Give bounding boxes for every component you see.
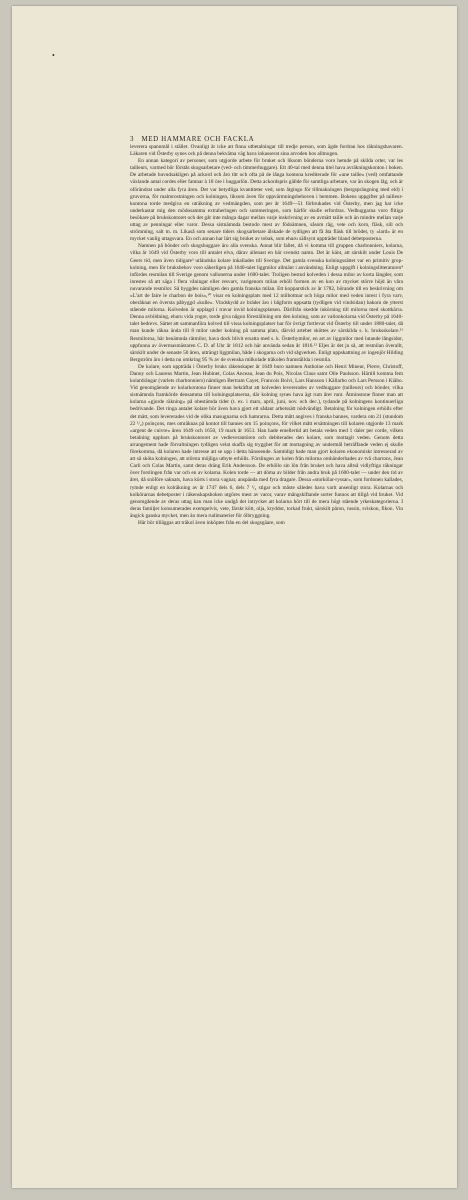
running-header	[130, 134, 403, 144]
body-paragraph: En annan kategori av personer, som utgjorde arbete för bruket och liksom bönderna voro hemde på skilda orter, var les tailleurs, varmed bör förstås skogsarbetare (ved- och timmerhuggare). Ett 40-tal med denna titel hava avräkningskonton i boken. De arbetade huvudsakligen på ackord och åro titt och ofta på de långa kontona krediterade för »une taille« (ved) omfattande växlande antal cordes eller famnar à 18 öre i huggarlön. Detta ackordspris gällde för samtliga arbetare, var än skogen låg, och är oförändrat under alla fyra åren. Det var betydliga kvantiteter ved, som åtgingo för tillmakningen (bergsprängning med eld) i gruvorna, för malmrostningen och kolningen, liksom även för uppvärmningsbehoven i hemmen. Bokens uppgifter på tailleur-kontona torde medgiva en uträkning av vedmängden, som per år 1649—51 förbrukades vid Österby, men jag har icke underkastat mig den mödosamma extraheringen och summeringen, som härför skulle erfordras. Vedhuggarna voro flitiga besökare på brukskontoret och det går inte många dagar mellan varje inskrivning av en avmätt taille och än mindre mellan varje uttag av penningar eller varor. Dessa sistnämnda bestodo mest av födoämnen, såsom råg, vete och korn, fläsk, sill och strömming, salt m. m. Likaså som senare tiders skogsarbetare älskade de tydligen att få åta fläsk till brödet, ty »lard« är en mycket vanlig uttagsvara. En och annan har lärt sig bruket av tobak, som ehuru sällsynt uppträder bland debetposterna.	[130, 158, 403, 243]
body-paragraph: leverera spannmål i stället. Ovanligt är icke att finna utbetalningar till tredje person, som ägde fordran hos räkningshavaren. Läkaren vid Österby synes ock på denna bekväma väg hava inkasserat sina arvoden hos allmogen.	[130, 144, 403, 158]
body-paragraph: De kolare, som uppträda i Österby bruks räkenskaper år 1649 buro namnen Anthoine och Henri Mineur, Pierre, Christoff, Danny och Laurens Martin, Jean Hubinet, Colas Anceau, Jean du Pois, Nicolas Claus samt Olle Paulsson. Härtill komma fem kolardrängar (varlets charbonniers) nämligen Bertram Cayet, Francois Boivi, Lars Hansson i Källarbo och Lars Persson i Kiäbo. Vid genomgående av kolarkontona finner man bekräftat att kolveden levererades av vedhuggare (tailleurs) och bönder, vilka sistnämnda framkörde densamma till kolningsplatserna, där kolning synes hava ägt rum året runt. Åtminstone finner man att kolarna »gjorde räkning« på obestämda tider (t. ex. i mars, april, juni, nov. och dec.), tydande på kolningens kontinuerliga bedrivande. Det ringa antalet kolare bör även hava gjort ett sådant arbetssätt nödvändigt. Betalning för kolningen erhölls efter det mätt, som levererades vid de olika masugnarna och hamrarna. Detta mått angives i franska bannes, vardera om 21 (stundom 22 ¹/₂) poinçons, mes omräknas på kontot till bannes om 15 poinçons, för vilket mått ersättningen till kolaren utgjorde 13 mark »argent de cuivre« åren 1649 och 1650, 19 mark år 1651. Han hade emellertid att betala veden med 1 daler per corde, vilken betalning uppbars på brukskontoret av vedleverantören och debiterades den kolare, som mottagit veden. Genom detta arrangement hade förvaltningen tydligen velat skaffa sig trygghet för att mottagning av undermål beträffande veden ej skulle förekomma, då kolaren hade intresse att se upp i detta hänseende. Samtidigt hade man gjort kolaren ekonomiskt intresserad av att så sköta kolningen, att största möjliga utbyte erhölls. Förslingen av kolen från milorna omhänderhades av två charrons, Jean Carli och Colas Martin, samt deras dräng Erik Andersson. De erhöllo sin lön från bruket och hava alltså vidlyftiga räkningar över forslingen från var och en av kolarna. Kolen torde — att döma av bilder från andra bruk på 1600-talet — under den tid av året, då snöföre saknats, hava körts i stora vagnar, anspända med fyra dragare. Dessa »storkölar-ryssar«, som fordonen kallades, rymde enligt en kolräkning av år 1747 dels 6, dels 7 ¹/₂ stigar och måste således hava varit ansenligt stora. Kolarnas och kolkörarnas debetposter i räkenskapsboken utgöres mest av varor, varav mångskiftande sorter funnos att tillgå vid bruket. Vid genomgående av deras uttag kan man icke undgå det intrycket att kolarna hört till de mera högt stående yrkeskategorierna. I deras familjer konsumerades exempelvis, vete, färskt kött, olja, kryddor, torkad frukt, särskilt päron, russin, sviskon, fikon. Vin ängick ganska mycket, men än mera rudimaterier för ölbryggning.	[130, 363, 403, 519]
running-title: MED HAMMARE OCH FACKLA	[141, 135, 255, 143]
punch-mark: •	[52, 51, 55, 60]
body-paragraph: Här bör tilläggas att träkol även inköptes från en del skogsgäare, som	[138, 519, 285, 526]
document-sheet	[12, 6, 457, 1188]
page-number: 3	[130, 135, 135, 143]
book-page	[130, 134, 403, 527]
body-paragraph: Namnen på bönder och skogshuggare äro alla svenska. Annat blir fallet, då vi komma till gruppen charbonniers, kolarna, vilka år 1649 vid Österby voro till antalet elva, därav allenast en bär svenskt namn. Det är känt, att särskilt under Louis De Geers tid, men även tidigare³ utländska kolare inkallades till Sverige. Det gamla svenska kolningssättet var en primitiv grop-kolning, men för bruksbehov voro säkerligen på 1640-talet liggmilor allmänt i användning. Enligt uppgift i kolningslitteraturen⁴ infördes resmilan till Sverige genom vallonerna under 1600-talet. Troligen bestod kolveden i dessa milor av korta längder, som inrestes så att säga i flera våningar eller resvarv, varigenom milan erhöll formen av en kon av mycket större höjd än våra nuvarande resmilor. Så byggdes nämligen den gamla franska milan. Ett kopparstick av år 1782, hörande till en beskrivning om »L’art de faire le charbon de bois«,¹⁰ visar en kolningsplats med 12 milbottnar och höga milor med veden inrest i fyra varv, oberäknat en översta påbyggd »kulle«. Vindskydd av bräder äro i bågform uppsatta (tydligen vid vindsidan) bakom de ytterst stående milorna. Kolveden är upplagd i travar invid kolningsplatsen. Därifrån skedde inkörning till milorna med skottkärra. Denna avbildning, ehuru vida yngre, torde giva någon föreställning om den kolning, som av vallonkolarna vid Österby på 1640-talet bedrevs. Sättet att sammanföra kolved till vissa kolningsplatser har för övrigt fortlevat vid Österby till under 1880-talet, då man kunde räkna ända till 8 milor under kolning på samma plats, därvid artebet sköttes av särskilda s. k. bruksskolare.¹¹ Resmilorna, här benämnda rätmilor, hava dock blivit ersatta med s. k. Österbymilor, en art av liggmilor med lutande långsidor, uppfunna av övermasmästaren C. D. af Uhr år 1812 och här använda sedan år 1816.¹² Eljes är det ju så, att resmilan överallt, särskilt under de senaste 50 åren, utträngt liggmilan, både i skogarna och vid sågverken. Enligt uppskattning av ingenjör Hilding Bergström äro i detta nu omkring 95 % av de svenska milkolade träkolen framställda i resmila.	[130, 243, 403, 363]
